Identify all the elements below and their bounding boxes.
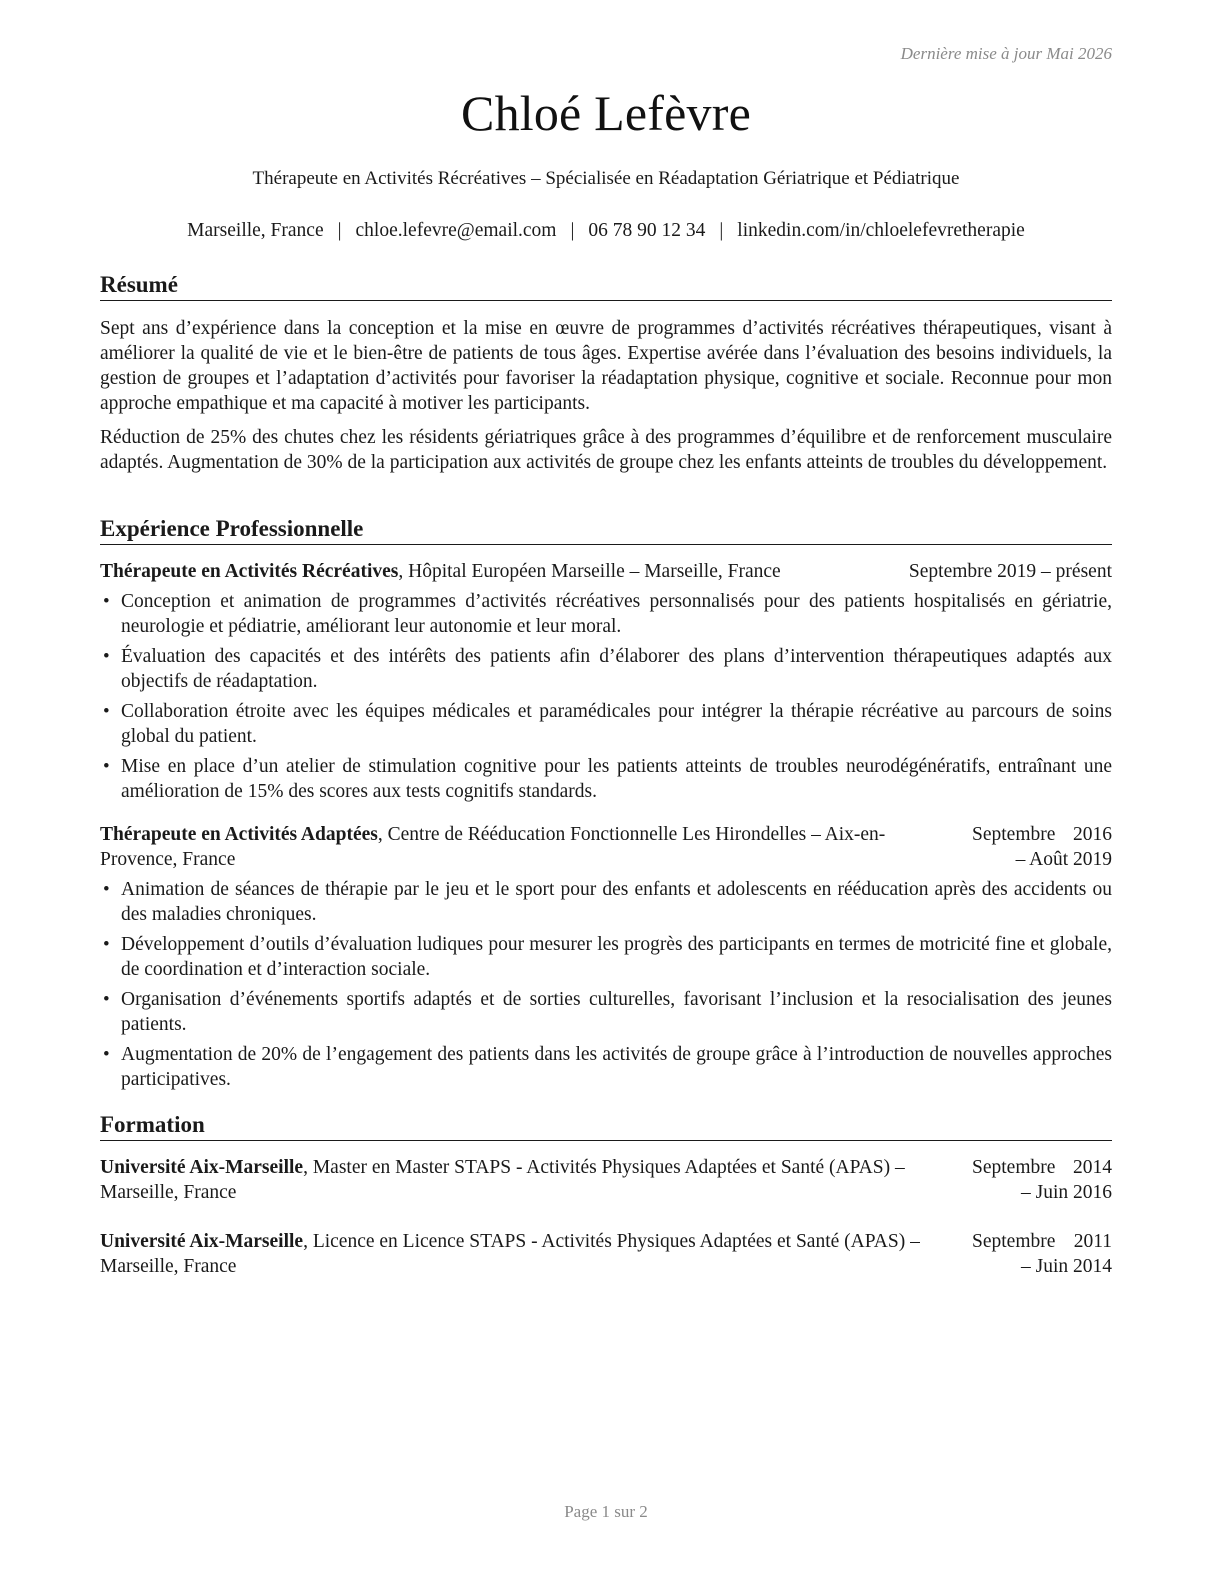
contact-linkedin[interactable]: linkedin.com/in/chloelefevretherapie <box>737 220 1025 241</box>
bullet-icon: • <box>103 756 110 777</box>
section-title-experience: Expérience Professionnelle <box>100 515 1112 545</box>
job-organization: , Hôpital Européen Marseille – Marseille, France <box>398 561 781 582</box>
education-entry <box>100 1155 1112 1205</box>
job-bullets <box>100 877 1112 1092</box>
bullet-icon: • <box>103 701 110 722</box>
job-title-line <box>100 559 909 584</box>
bullet-icon: • <box>103 989 110 1010</box>
job-header <box>100 559 1112 584</box>
bullet-icon: • <box>103 879 110 900</box>
list-item: • Évaluation des capacités et des intérêts des patients afin d’élaborer des plans d’intervention thérapeutiques adaptés aux objectifs de réadaptation. <box>103 646 1112 692</box>
degree: , Master en Master STAPS - Activités Physiques Adaptées et Santé (APAS) – Marseille, France <box>100 1157 905 1203</box>
contact-phone: 06 78 90 12 34 <box>588 220 706 241</box>
candidate-name: Chloé Lefèvre <box>461 85 751 141</box>
education-section <box>100 1111 1112 1279</box>
list-item: • Développement d’outils d’évaluation ludiques pour mesurer les progrès des participants en termes de motricité fine et globale, de coordination et d’interaction sociale. <box>103 934 1112 980</box>
degree: , Licence en Licence STAPS - Activités Physiques Adaptées et Santé (APAS) – Marseille, France <box>100 1231 920 1277</box>
experience-section <box>100 515 1112 1092</box>
contact-separator: | <box>719 220 724 241</box>
list-item: • Mise en place d’un atelier de stimulation cognitive pour les patients atteints de troubles neurodégénératifs, entraînant une amélioration de 15% des scores aux tests cognitifs standards. <box>103 756 1112 802</box>
contact-email[interactable]: chloe.lefevre@email.com <box>355 220 557 241</box>
job-bullets <box>100 589 1112 804</box>
last-updated: Dernière mise à jour Mai 2026 <box>900 44 1112 63</box>
job-dates: Septembre 2019 – présent <box>908 561 1112 582</box>
resume-page <box>100 0 1112 1584</box>
job-header <box>100 822 1112 872</box>
contact-separator: | <box>337 220 342 241</box>
job-entry <box>100 822 1112 1092</box>
job-dates: Septembre 2016 – Août 2019 <box>972 824 1112 870</box>
summary-section <box>100 271 1112 475</box>
list-item: • Organisation d’événements sportifs adaptés et de sorties culturelles, favorisant l’inclusion et la resocialisation des jeunes patients. <box>103 989 1112 1035</box>
page-number: Page 1 sur 2 <box>564 1502 648 1521</box>
section-title-education: Formation <box>100 1111 1112 1141</box>
education-dates: Septembre 2011 – Juin 2014 <box>972 1231 1112 1277</box>
headline: Thérapeute en Activités Récréatives – Spécialisée en Réadaptation Gériatrique et Pédiatrique <box>252 168 960 189</box>
contact-line <box>100 220 1112 242</box>
job-role: Thérapeute en Activités Adaptées <box>100 824 378 845</box>
list-item: • Animation de séances de thérapie par le jeu et le sport pour des enfants et adolescents en rééducation après des accidents ou des maladies chroniques. <box>103 879 1112 925</box>
education-title-line <box>100 1229 972 1279</box>
contact-separator: | <box>570 220 575 241</box>
job-organization: , Centre de Rééducation Fonctionnelle Les Hirondelles – Aix-en-Provence, France <box>100 824 886 870</box>
job-title-line <box>100 822 972 872</box>
education-dates: Septembre 2014 – Juin 2016 <box>972 1157 1112 1203</box>
bullet-icon: • <box>103 1044 110 1065</box>
bullet-icon: • <box>103 646 110 667</box>
school-name: Université Aix-Marseille <box>100 1157 304 1178</box>
job-entry <box>100 559 1112 804</box>
summary-paragraph: Réduction de 25% des chutes chez les résidents gériatriques grâce à des programmes d’équilibre et de renforcement musculaire adaptés. Augmentation de 30% de la participation aux activités de groupe chez les enfants atteints de troubles du développement. <box>100 427 1112 473</box>
education-title-line <box>100 1155 972 1205</box>
list-item: • Conception et animation de programmes d’activités récréatives personnalisés pour des patients hospitalisés en gériatrie, neurologie et pédiatrie, améliorant leur autonomie et leur moral. <box>103 591 1112 637</box>
school-name: Université Aix-Marseille <box>100 1231 304 1252</box>
list-item: • Augmentation de 20% de l’engagement des patients dans les activités de groupe grâce à l’introduction de nouvelles approches participatives. <box>103 1044 1112 1090</box>
bullet-icon: • <box>103 934 110 955</box>
summary-paragraph: Sept ans d’expérience dans la conception et la mise en œuvre de programmes d’activités récréatives thérapeutiques, visant à améliorer la qualité de vie et le bien-être de patients de tous âges. Expertise avérée dans l’évaluation des besoins individuels, la gestion de groupes et l’adaptation d’activités pour favoriser la réadaptation physique, cognitive et sociale. Reconnue pour mon approche empathique et ma capacité à motiver les participants. <box>100 318 1112 414</box>
contact-location: Marseille, France <box>187 220 324 241</box>
bullet-icon: • <box>103 591 110 612</box>
section-title-summary: Résumé <box>100 271 1112 301</box>
education-entry <box>100 1229 1112 1279</box>
list-item: • Collaboration étroite avec les équipes médicales et paramédicales pour intégrer la thérapie récréative au parcours de soins global du patient. <box>103 701 1112 747</box>
job-role: Thérapeute en Activités Récréatives <box>100 561 399 582</box>
